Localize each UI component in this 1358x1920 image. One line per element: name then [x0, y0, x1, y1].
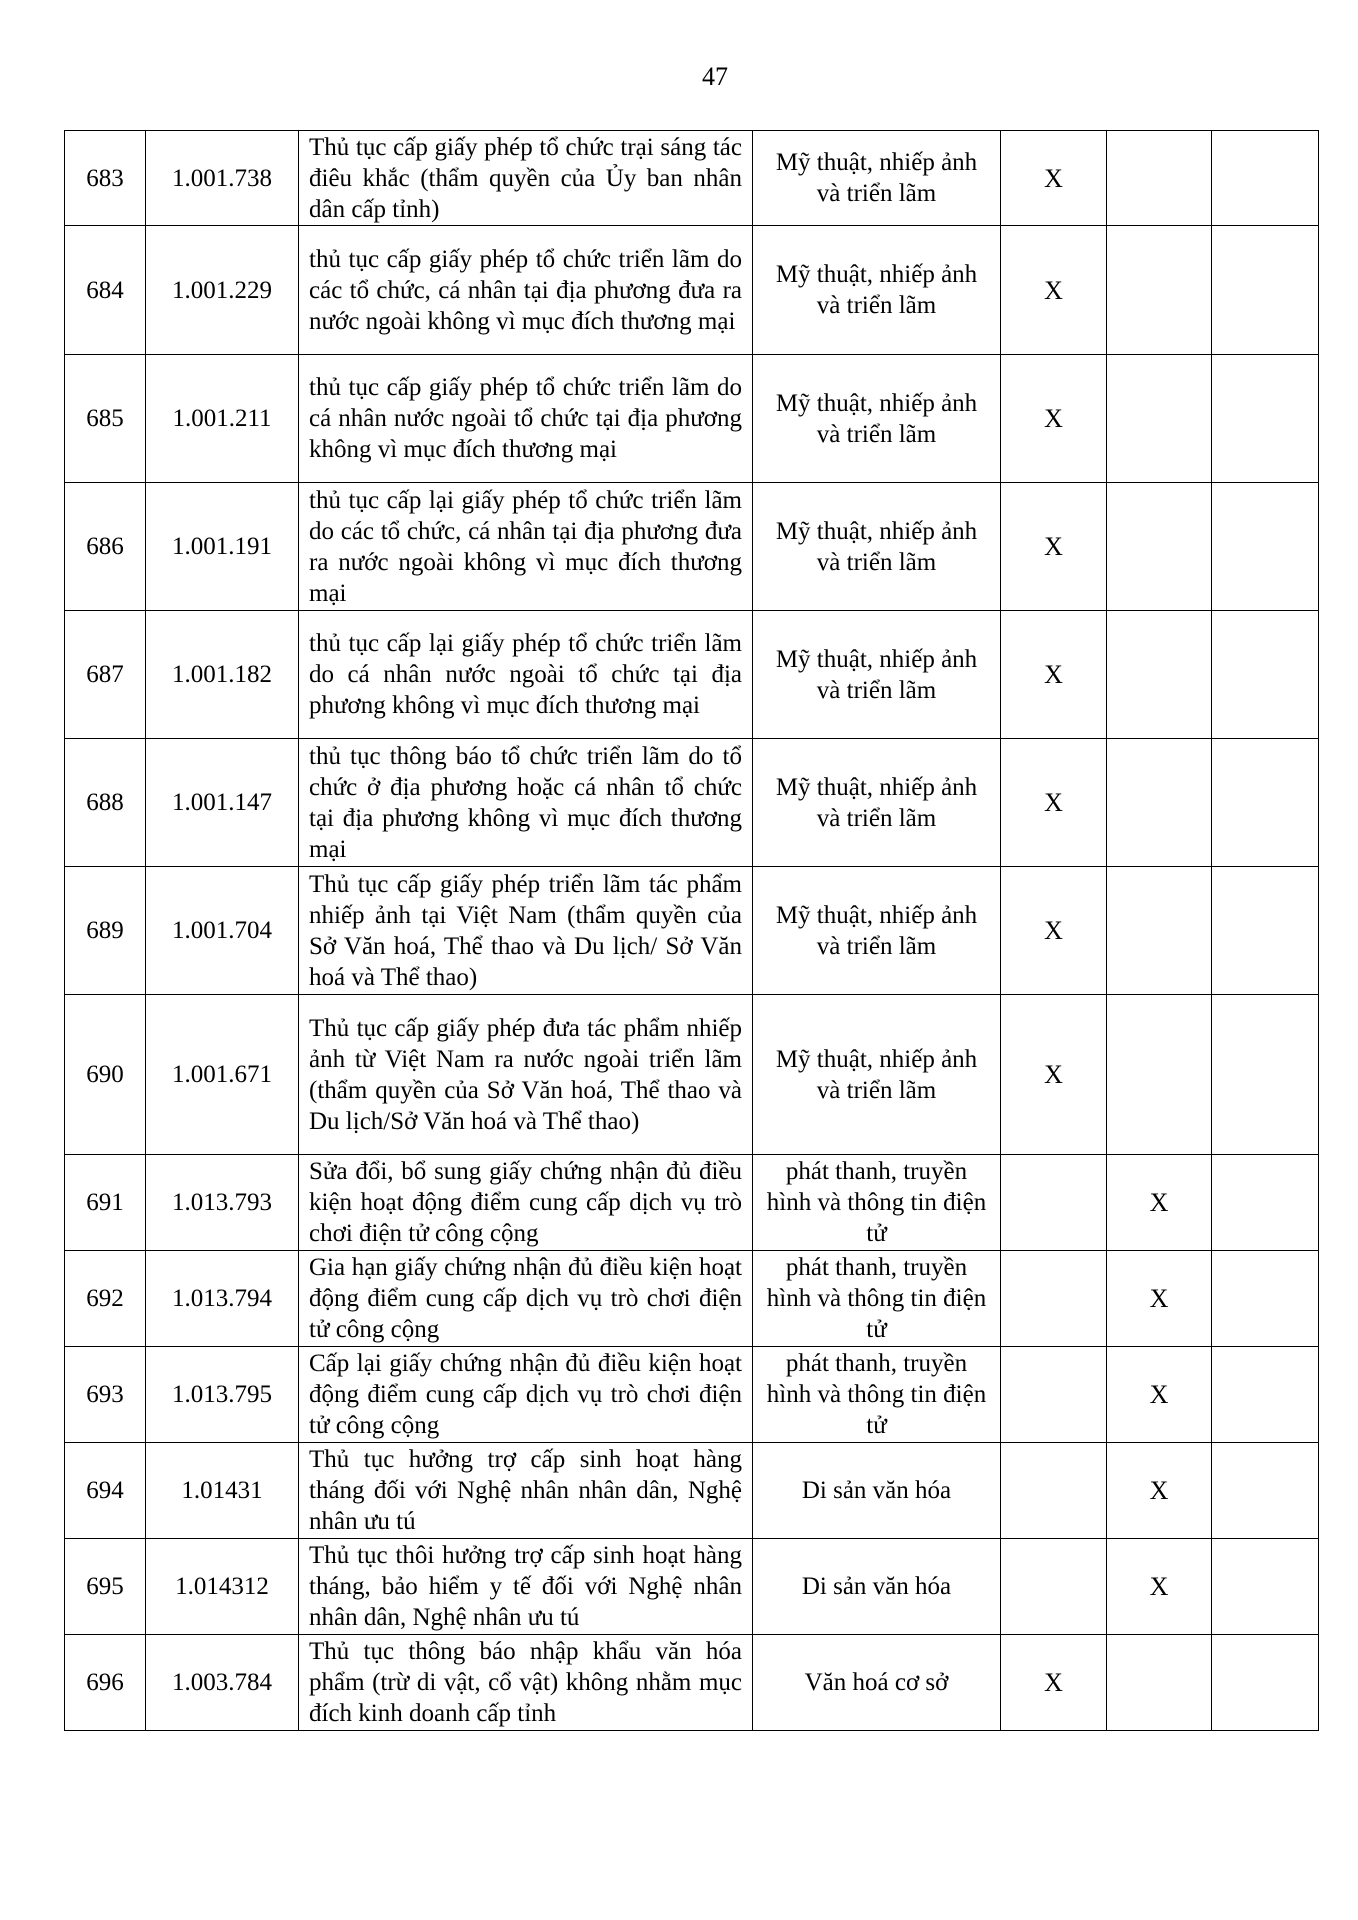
table-row: [65, 131, 1319, 226]
procedure-code: 1.01431: [146, 1443, 299, 1539]
row-number: 686: [65, 483, 146, 611]
mark-column-b: [1107, 867, 1212, 995]
mark-column-c: [1212, 739, 1319, 867]
row-number: 692: [65, 1251, 146, 1347]
table-row: [65, 611, 1319, 739]
procedure-field: Mỹ thuật, nhiếp ảnh và triển lãm: [753, 867, 1001, 995]
mark-column-b: X: [1107, 1347, 1212, 1443]
procedure-code: 1.013.795: [146, 1347, 299, 1443]
procedure-name: Thủ tục cấp giấy phép tổ chức trại sáng tác điêu khắc (thẩm quyền của Ủy ban nhân dân cấp tỉnh): [299, 131, 753, 226]
mark-column-b: [1107, 739, 1212, 867]
mark-column-c: [1212, 995, 1319, 1155]
procedure-name: Thủ tục cấp giấy phép đưa tác phẩm nhiếp ảnh từ Việt Nam ra nước ngoài triển lãm (thẩm quyền của Sở Văn hoá, Thể thao và Du lịch/Sở Văn hoá và Thể thao): [299, 995, 753, 1155]
mark-column-c: [1212, 1539, 1319, 1635]
procedure-field: Mỹ thuật, nhiếp ảnh và triển lãm: [753, 611, 1001, 739]
mark-column-b: [1107, 226, 1212, 355]
mark-column-c: [1212, 1251, 1319, 1347]
mark-column-b: X: [1107, 1539, 1212, 1635]
procedure-field: phát thanh, truyền hình và thông tin điện tử: [753, 1251, 1001, 1347]
procedure-field: Mỹ thuật, nhiếp ảnh và triển lãm: [753, 995, 1001, 1155]
mark-column-c: [1212, 226, 1319, 355]
procedure-code: 1.001.738: [146, 131, 299, 226]
procedure-name: thủ tục thông báo tổ chức triển lãm do tổ chức ở địa phương hoặc cá nhân tổ chức tại địa phương không vì mục đích thương mại: [299, 739, 753, 867]
table-row: [65, 1539, 1319, 1635]
procedure-name: Gia hạn giấy chứng nhận đủ điều kiện hoạt động điểm cung cấp dịch vụ trò chơi điện tử công cộng: [299, 1251, 753, 1347]
mark-column-c: [1212, 611, 1319, 739]
procedure-name: Thủ tục thông báo nhập khẩu văn hóa phẩm (trừ di vật, cổ vật) không nhằm mục đích kinh doanh cấp tỉnh: [299, 1635, 753, 1731]
row-number: 683: [65, 131, 146, 226]
procedure-code: 1.001.182: [146, 611, 299, 739]
table-row: [65, 226, 1319, 355]
mark-column-a: [1001, 1539, 1107, 1635]
mark-column-b: X: [1107, 1251, 1212, 1347]
procedure-code: 1.001.191: [146, 483, 299, 611]
row-number: 685: [65, 355, 146, 483]
mark-column-a: X: [1001, 995, 1107, 1155]
table-row: [65, 1155, 1319, 1251]
procedure-field: Mỹ thuật, nhiếp ảnh và triển lãm: [753, 739, 1001, 867]
mark-column-b: [1107, 1635, 1212, 1731]
mark-column-b: [1107, 131, 1212, 226]
row-number: 695: [65, 1539, 146, 1635]
procedure-code: 1.013.794: [146, 1251, 299, 1347]
table-row: [65, 867, 1319, 995]
procedure-field: Văn hoá cơ sở: [753, 1635, 1001, 1731]
procedure-code: 1.013.793: [146, 1155, 299, 1251]
mark-column-c: [1212, 1155, 1319, 1251]
mark-column-c: [1212, 1635, 1319, 1731]
mark-column-a: X: [1001, 611, 1107, 739]
table-row: [65, 1251, 1319, 1347]
procedure-name: Sửa đổi, bổ sung giấy chứng nhận đủ điều kiện hoạt động điểm cung cấp dịch vụ trò chơi điện tử công cộng: [299, 1155, 753, 1251]
mark-column-c: [1212, 1347, 1319, 1443]
mark-column-a: X: [1001, 355, 1107, 483]
table-row: [65, 995, 1319, 1155]
procedure-code: 1.001.211: [146, 355, 299, 483]
row-number: 687: [65, 611, 146, 739]
table-row: [65, 739, 1319, 867]
mark-column-a: X: [1001, 1635, 1107, 1731]
procedure-code: 1.001.704: [146, 867, 299, 995]
mark-column-b: X: [1107, 1155, 1212, 1251]
mark-column-a: [1001, 1251, 1107, 1347]
page-number: 47: [702, 62, 728, 91]
row-number: 694: [65, 1443, 146, 1539]
mark-column-b: X: [1107, 1443, 1212, 1539]
mark-column-a: X: [1001, 131, 1107, 226]
procedure-name: thủ tục cấp lại giấy phép tổ chức triển lãm do các tổ chức, cá nhân tại địa phương đưa ra nước ngoài không vì mục đích thương mại: [299, 483, 753, 611]
mark-column-a: X: [1001, 867, 1107, 995]
mark-column-c: [1212, 1443, 1319, 1539]
mark-column-c: [1212, 355, 1319, 483]
procedure-name: thủ tục cấp giấy phép tổ chức triển lãm do cá nhân nước ngoài tổ chức tại địa phương không vì mục đích thương mại: [299, 355, 753, 483]
mark-column-b: [1107, 355, 1212, 483]
procedure-name: thủ tục cấp giấy phép tổ chức triển lãm do các tổ chức, cá nhân tại địa phương đưa ra nước ngoài không vì mục đích thương mại: [299, 226, 753, 355]
mark-column-c: [1212, 483, 1319, 611]
procedure-name: Thủ tục hưởng trợ cấp sinh hoạt hàng tháng đối với Nghệ nhân nhân dân, Nghệ nhân ưu tú: [299, 1443, 753, 1539]
row-number: 689: [65, 867, 146, 995]
procedures-table-body: [65, 131, 1319, 1731]
procedure-name: Thủ tục cấp giấy phép triển lãm tác phẩm nhiếp ảnh tại Việt Nam (thẩm quyền của Sở Văn hoá, Thể thao và Du lịch/ Sở Văn hoá và Thể thao): [299, 867, 753, 995]
mark-column-a: X: [1001, 226, 1107, 355]
procedure-field: Mỹ thuật, nhiếp ảnh và triển lãm: [753, 226, 1001, 355]
mark-column-a: [1001, 1443, 1107, 1539]
table-row: [65, 355, 1319, 483]
procedure-field: Di sản văn hóa: [753, 1539, 1001, 1635]
table-row: [65, 1347, 1319, 1443]
table-row: [65, 1635, 1319, 1731]
procedure-name: Cấp lại giấy chứng nhận đủ điều kiện hoạt động điểm cung cấp dịch vụ trò chơi điện tử công cộng: [299, 1347, 753, 1443]
procedure-code: 1.001.147: [146, 739, 299, 867]
procedure-name: thủ tục cấp lại giấy phép tổ chức triển lãm do cá nhân nước ngoài tổ chức tại địa phương không vì mục đích thương mại: [299, 611, 753, 739]
row-number: 691: [65, 1155, 146, 1251]
procedure-code: 1.001.229: [146, 226, 299, 355]
mark-column-a: [1001, 1347, 1107, 1443]
table-row: [65, 483, 1319, 611]
procedure-name: Thủ tục thôi hưởng trợ cấp sinh hoạt hàng tháng, bảo hiểm y tế đối với Nghệ nhân nhân dân, Nghệ nhân ưu tú: [299, 1539, 753, 1635]
mark-column-b: [1107, 483, 1212, 611]
row-number: 684: [65, 226, 146, 355]
mark-column-a: [1001, 1155, 1107, 1251]
row-number: 696: [65, 1635, 146, 1731]
mark-column-c: [1212, 867, 1319, 995]
procedure-code: 1.014312: [146, 1539, 299, 1635]
mark-column-a: X: [1001, 739, 1107, 867]
row-number: 693: [65, 1347, 146, 1443]
procedure-field: Mỹ thuật, nhiếp ảnh và triển lãm: [753, 355, 1001, 483]
mark-column-b: [1107, 611, 1212, 739]
mark-column-c: [1212, 131, 1319, 226]
mark-column-a: X: [1001, 483, 1107, 611]
procedure-field: Mỹ thuật, nhiếp ảnh và triển lãm: [753, 483, 1001, 611]
procedure-code: 1.003.784: [146, 1635, 299, 1731]
procedure-field: phát thanh, truyền hình và thông tin điện tử: [753, 1347, 1001, 1443]
procedure-field: phát thanh, truyền hình và thông tin điện tử: [753, 1155, 1001, 1251]
procedure-field: Di sản văn hóa: [753, 1443, 1001, 1539]
procedure-field: Mỹ thuật, nhiếp ảnh và triển lãm: [753, 131, 1001, 226]
row-number: 688: [65, 739, 146, 867]
procedure-code: 1.001.671: [146, 995, 299, 1155]
table-row: [65, 1443, 1319, 1539]
row-number: 690: [65, 995, 146, 1155]
mark-column-b: [1107, 995, 1212, 1155]
procedures-table: [64, 130, 1319, 1731]
